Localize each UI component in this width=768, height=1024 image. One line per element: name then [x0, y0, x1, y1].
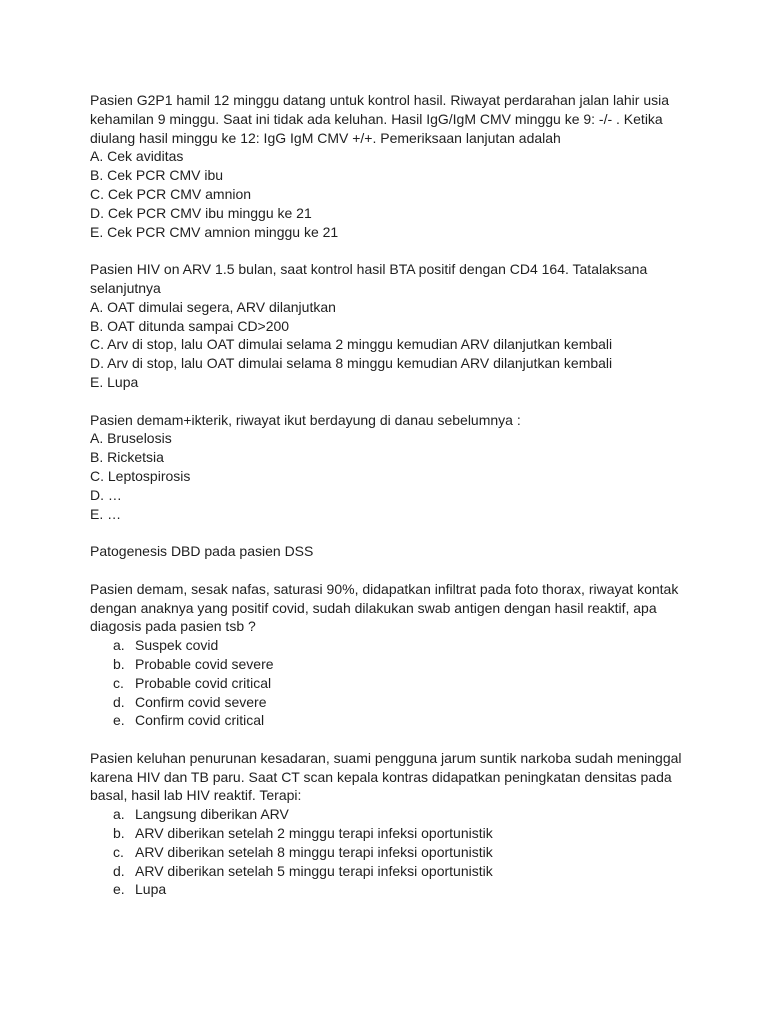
list-marker: a.: [113, 637, 125, 654]
answer-option: E. …: [90, 505, 122, 522]
option-text: Lupa: [135, 881, 167, 898]
answer-option: [90, 693, 690, 712]
answer-option: B. Cek PCR CMV ibu: [90, 167, 224, 184]
question-2: [90, 260, 690, 392]
list-marker: d.: [113, 862, 125, 879]
answer-option: B. Ricketsia: [90, 449, 164, 466]
question-3: [90, 411, 690, 524]
question-1: [90, 91, 690, 241]
question-stem-line: selanjutnya: [90, 279, 161, 296]
question-stem-line: karena HIV dan TB paru. Saat CT scan kepala kontras didapatkan peningkatan densitas pada: [90, 768, 672, 785]
question-stem-line: Pasien G2P1 hamil 12 minggu datang untuk kontrol hasil. Riwayat perdarahan jalan lahir usia: [90, 92, 670, 108]
answer-option: [90, 880, 690, 899]
option-text: Probable covid critical: [135, 674, 272, 691]
question-stem-line: diagosis pada pasien tsb ?: [90, 618, 256, 635]
answer-option: D. Cek PCR CMV ibu minggu ke 21: [90, 204, 312, 221]
answer-option: C. Leptospirosis: [90, 467, 191, 484]
question-stem-line: Patogenesis DBD pada pasien DSS: [90, 543, 314, 560]
question-stem-line: Pasien keluhan penurunan kesadaran, suami pengguna jarum suntik narkoba sudah meninggal: [90, 749, 682, 766]
question-stem-line: Pasien HIV on ARV 1.5 bulan, saat kontrol hasil BTA positif dengan CD4 164. Tatalaksana: [90, 261, 648, 278]
option-text: ARV diberikan setelah 2 minggu terapi infeksi oportunistik: [135, 825, 493, 842]
answer-option: C. Cek PCR CMV amnion: [90, 185, 252, 202]
question-stem-line: diulang hasil minggu ke 12: IgG IgM CMV +/+. Pemeriksaan lanjutan adalah: [90, 129, 561, 146]
answer-option: [90, 843, 690, 862]
option-text: ARV diberikan setelah 5 minggu terapi infeksi oportunistik: [135, 862, 493, 879]
paragraph-gap: [90, 561, 690, 580]
option-text: Confirm covid critical: [135, 712, 265, 729]
question-stem-line: Pasien demam, sesak nafas, saturasi 90%, didapatkan infiltrat pada foto thorax, riwayat kontak: [90, 580, 679, 597]
list-marker: e.: [113, 881, 125, 898]
option-text: Suspek covid: [135, 637, 219, 654]
question-5: [90, 580, 690, 730]
question-stem-line: kehamilan 9 minggu. Saat ini tidak ada keluhan. Hasil IgG/IgM CMV minggu ke 9: -/- . Ketika: [90, 110, 663, 127]
question-stem-line: Pasien demam+ikterik, riwayat ikut berdayung di danau sebelumnya :: [90, 411, 521, 428]
question-6: [90, 749, 690, 899]
answer-option: A. OAT dimulai segera, ARV dilanjutkan: [90, 298, 336, 315]
answer-option: [90, 674, 690, 693]
option-text: Langsung diberikan ARV: [135, 806, 289, 823]
option-text: Confirm covid severe: [135, 693, 267, 710]
answer-option: E. Lupa: [90, 373, 139, 390]
answer-option: C. Arv di stop, lalu OAT dimulai selama 2 minggu kemudian ARV dilanjutkan kembali: [90, 336, 613, 353]
answer-option: E. Cek PCR CMV amnion minggu ke 21: [90, 223, 339, 240]
list-marker: c.: [113, 843, 124, 860]
answer-option: [90, 805, 690, 824]
answer-option: A. Cek aviditas: [90, 148, 184, 165]
list-marker: e.: [113, 712, 125, 729]
answer-option: D. Arv di stop, lalu OAT dimulai selama 8 minggu kemudian ARV dilanjutkan kembali: [90, 355, 613, 372]
list-marker: d.: [113, 693, 125, 710]
list-marker: b.: [113, 825, 125, 842]
option-text: ARV diberikan setelah 8 minggu terapi infeksi oportunistik: [135, 843, 493, 860]
question-stem-line: basal, hasil lab HIV reaktif. Terapi:: [90, 787, 302, 804]
list-marker: a.: [113, 806, 125, 823]
question-4: [90, 542, 690, 561]
paragraph-gap: [90, 523, 690, 542]
option-text: Probable covid severe: [135, 655, 274, 672]
answer-option: B. OAT ditunda sampai CD>200: [90, 317, 290, 334]
answer-option: [90, 655, 690, 674]
answer-option: [90, 862, 690, 881]
paragraph-gap: [90, 392, 690, 411]
paragraph-gap: [90, 730, 690, 749]
answer-option: [90, 711, 690, 730]
answer-option: [90, 824, 690, 843]
answer-option: [90, 636, 690, 655]
list-marker: c.: [113, 674, 124, 691]
question-stem-line: dengan anaknya yang positif covid, sudah dilakukan swab antigen dengan hasil reaktif, apa: [90, 599, 657, 616]
document-page: [90, 91, 690, 899]
answer-option: A. Bruselosis: [90, 430, 172, 447]
answer-option: D. …: [90, 486, 122, 503]
list-marker: b.: [113, 655, 125, 672]
paragraph-gap: [90, 241, 690, 260]
